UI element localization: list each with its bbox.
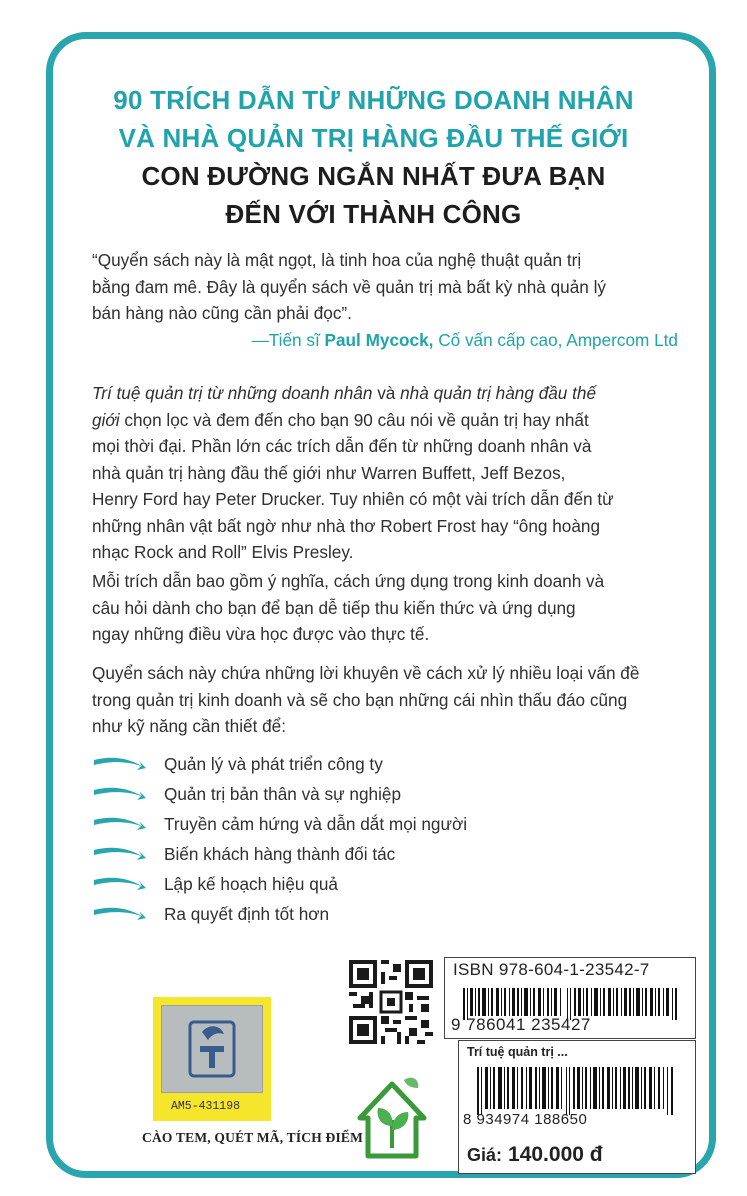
headline-line-4: ĐẾN VỚI THÀNH CÔNG: [225, 199, 522, 229]
price-row: [467, 1143, 603, 1167]
swoosh-arrow-icon: [92, 903, 148, 925]
p2-line-2: câu hỏi dành cho bạn để bạn dễ tiếp thu kiến thức và ứng dụng: [92, 597, 576, 618]
publisher-seal-icon: [162, 1006, 262, 1092]
isbn-label: ISBN 978-604-1-23542-7: [453, 960, 650, 979]
swoosh-arrow-icon: [92, 783, 148, 805]
book-title-part-1: Trí tuệ quản trị từ những doanh nhân: [92, 383, 373, 403]
attribution-suffix: Cố vấn cấp cao, Ampercom Ltd: [433, 330, 678, 350]
p1-line-1-mid: và: [372, 383, 401, 403]
qr-code[interactable]: [349, 960, 433, 1044]
attribution-name: Paul Mycock,: [324, 330, 434, 350]
p1-line-1: [92, 380, 690, 407]
p1-line-3: mọi thời đại. Phần lớn các trích dẫn đến từ những doanh nhân và: [92, 436, 592, 456]
book-title-part-2: nhà quản trị hàng đầu thế: [400, 383, 597, 403]
price-barcode: [477, 1067, 677, 1115]
p1-line-6: những nhân vật bất ngờ như nhà thơ Robert Frost hay “ông hoàng: [92, 515, 601, 536]
hologram-seal: [161, 1005, 263, 1093]
list-item: Truyền cảm hứng và dẫn dắt mọi người: [92, 809, 467, 839]
p1-line-5: Henry Ford hay Peter Drucker. Tuy nhiên có một vài trích dẫn đến từ: [92, 489, 614, 509]
price-barcode-digits: 8 934974 188650: [463, 1111, 588, 1128]
list-item: Quản lý và phát triển công ty: [92, 749, 467, 779]
sticker-code: AM5-431198: [171, 1100, 241, 1113]
quote-line-3: bán hàng nào cũng cần phải đọc”.: [92, 303, 352, 323]
price-tag-title: Trí tuệ quản trị ...: [467, 1045, 568, 1059]
sticker-caption: CÀO TEM, QUÉT MÃ, TÍCH ĐIỂM: [142, 1130, 364, 1145]
quote-line-1: “Quyển sách này là mật ngọt, là tinh hoa của nghệ thuật quản trị: [92, 250, 582, 270]
p2-line-3: ngay những điều vừa học được vào thực tế.: [92, 624, 430, 644]
p1-line-2: [92, 407, 690, 434]
swoosh-arrow-icon: [92, 753, 148, 775]
paragraph-2: [92, 568, 690, 648]
isbn-barcode-box: [444, 957, 696, 1039]
list-item: Lập kế hoạch hiệu quả: [92, 869, 467, 899]
p1-line-4: nhà quản trị hàng đầu thế giới như Warren Buffett, Jeff Bezos,: [92, 462, 566, 483]
quote-line-2: bằng đam mê. Đây là quyển sách về quản trị mà bất kỳ nhà quản lý: [92, 276, 607, 297]
scratch-sticker[interactable]: [153, 997, 271, 1121]
p3-line-1: Quyển sách này chứa những lời khuyên về cách xử lý nhiều loại vấn đề: [92, 663, 640, 683]
isbn-digits: 9 786041 235427: [451, 1015, 591, 1034]
headline-line-3: CON ĐƯỜNG NGẮN NHẤT ĐƯA BẠN: [141, 161, 606, 191]
swoosh-arrow-icon: [92, 873, 148, 895]
headline-line-2: VÀ NHÀ QUẢN TRỊ HÀNG ĐẦU THẾ GIỚI: [118, 123, 629, 153]
price-tag: [458, 1040, 696, 1174]
headline-line-1: 90 TRÍCH DẪN TỪ NHỮNG DOANH NHÂN: [113, 85, 634, 115]
p1-line-2-rest: chọn lọc và đem đến cho bạn 90 câu nói về quản trị hay nhất: [119, 409, 589, 430]
book-title-part-3: giới: [92, 409, 120, 430]
p1-line-7: nhạc Rock and Roll” Elvis Presley.: [92, 542, 354, 562]
swoosh-arrow-icon: [92, 843, 148, 865]
p3-line-3: như kỹ năng cần thiết để:: [92, 716, 287, 736]
benefit-list: [92, 749, 467, 929]
quote-attribution: [92, 327, 678, 354]
attribution-prefix: —Tiến sĩ: [251, 330, 325, 350]
price-value: 140.000 đ: [508, 1143, 603, 1166]
paragraph-3: [92, 660, 690, 740]
list-item: Quản trị bản thân và sự nghiệp: [92, 779, 467, 809]
publisher-logo-icon: [350, 1070, 434, 1168]
list-item: Ra quyết định tốt hơn: [92, 899, 467, 929]
paragraph-1: [92, 380, 690, 566]
list-item: Biến khách hàng thành đối tác: [92, 839, 467, 869]
quote-block: [92, 247, 690, 327]
p3-line-2: trong quản trị kinh doanh và sẽ cho bạn những cái nhìn thấu đáo cũng: [92, 689, 628, 710]
swoosh-arrow-icon: [92, 813, 148, 835]
price-label: Giá:: [467, 1145, 503, 1165]
p2-line-1: Mỗi trích dẫn bao gồm ý nghĩa, cách ứng dụng trong kinh doanh và: [92, 571, 605, 591]
